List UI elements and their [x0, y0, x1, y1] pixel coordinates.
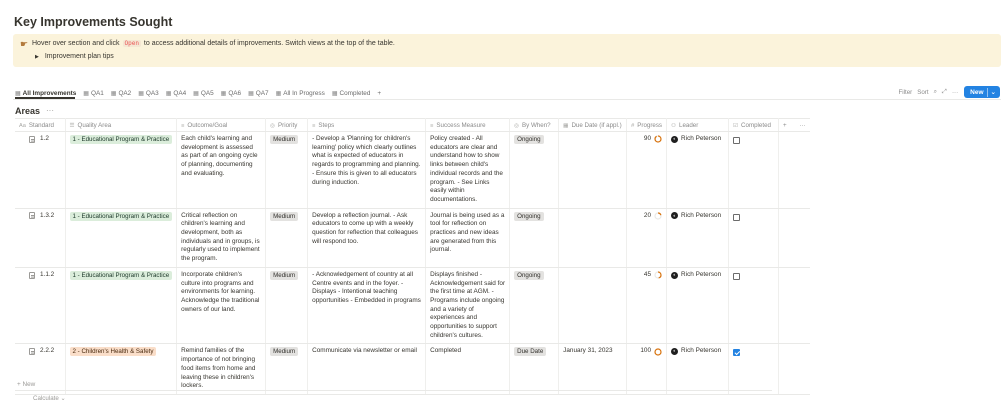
table-icon: ▦ [220, 90, 227, 97]
group-more-icon[interactable]: ··· [46, 106, 54, 115]
col-success[interactable]: ≡ Success Measure [426, 119, 510, 132]
tab-all-improvements[interactable]: ▦ All Improvements [15, 89, 77, 97]
progress-ring-icon [654, 348, 662, 356]
quality-area-cell[interactable] [65, 267, 177, 344]
lines-icon: ≡ [312, 122, 316, 129]
table-icon: ▦ [275, 90, 282, 97]
table-header-row [15, 119, 810, 132]
progress-cell[interactable]: 20 [627, 208, 667, 267]
progress-cell[interactable]: 90 [627, 132, 667, 209]
by-when-cell[interactable] [510, 208, 559, 267]
col-standard[interactable]: Aa Standard [15, 119, 65, 132]
progress-ring-icon [654, 212, 662, 220]
outcome-cell[interactable]: Remind families of the importance of not bringing food items from home and leaving these in children's lockers. [177, 344, 266, 395]
number-icon: # [631, 122, 635, 129]
search-icon[interactable]: ⌕ [933, 88, 938, 95]
priority-cell[interactable] [266, 208, 308, 267]
table-icon: ▦ [248, 90, 254, 97]
by-when-tag: Ongoing [514, 212, 543, 221]
leader-cell[interactable]: ◐ Rich Peterson [667, 132, 729, 209]
progress-cell[interactable]: 45 [627, 267, 667, 344]
table-row[interactable] [15, 344, 810, 395]
outcome-cell[interactable]: Incorporate children's culture into programs and environments for learning. Acknowledge the traditional owners of our land. [177, 267, 266, 344]
quality-area-tag: 1 - Educational Program & Practice [70, 135, 173, 144]
status-icon: ◎ [270, 122, 276, 129]
column-more-icon[interactable]: ··· [796, 119, 810, 132]
lines-icon: ≡ [181, 122, 185, 129]
standard-cell[interactable]: 1.1.2 [15, 267, 65, 344]
empty-cell [796, 208, 810, 267]
people-icon: ⚇ [671, 122, 677, 129]
completed-cell[interactable] [729, 208, 779, 267]
leader-cell[interactable]: ◐ Rich Peterson [667, 267, 729, 344]
priority-tag: Medium [270, 212, 298, 221]
filter-button[interactable]: Filter [898, 88, 913, 96]
completed-checkbox[interactable] [733, 214, 740, 221]
page-icon [29, 212, 35, 219]
leader-cell[interactable]: ◐ Rich Peterson [667, 208, 729, 267]
page-icon [29, 136, 35, 143]
tab-qa7[interactable]: ▦ QA7 [248, 89, 269, 97]
chevron-down-icon[interactable]: ⌄ [990, 89, 996, 96]
outcome-cell[interactable]: Critical reflection on children's learning and development, both as individuals and in groups, is regularly used to implement the program. [177, 208, 266, 267]
col-progress[interactable]: # Progress [627, 119, 667, 132]
success-cell[interactable]: Displays finished - Acknowledgement said for the first time at AGM. - Programs include ongoing and a variety of experiences and opportunities to support children's cultures. [426, 267, 510, 344]
by-when-tag: Ongoing [514, 135, 543, 144]
quality-area-tag: 1 - Educational Program & Practice [70, 212, 173, 221]
priority-cell[interactable] [266, 344, 308, 395]
progress-cell[interactable]: 100 [627, 344, 667, 395]
by-when-cell[interactable] [510, 344, 559, 395]
empty-cell [779, 267, 796, 344]
chevron-down-icon: ⌄ [60, 395, 66, 402]
standard-cell[interactable]: 1.2 [15, 132, 65, 209]
sort-button[interactable]: Sort [917, 88, 929, 96]
standard-cell[interactable]: 2.2.2 [15, 344, 65, 395]
new-button[interactable]: New ⌄ [964, 86, 1000, 98]
success-cell[interactable]: Journal is being used as a tool for reflection on practices and new ideas are generated from this journal. [426, 208, 510, 267]
more-icon[interactable]: ··· [951, 88, 959, 96]
tab-qa5[interactable]: ▦ QA5 [193, 89, 214, 97]
completed-checkbox[interactable] [733, 273, 740, 280]
steps-cell[interactable]: - Develop a 'Planning for children's learning' policy which clearly outlines what is expected of educators in regards to programming and planning. - Ensure this is given to all educators during induction. [308, 132, 426, 209]
due-date-cell[interactable] [559, 267, 627, 344]
completed-checkbox[interactable] [733, 349, 740, 356]
calendar-icon: ▦ [563, 122, 569, 129]
quality-area-tag: 1 - Educational Program & Practice [70, 271, 173, 280]
by-when-cell[interactable] [510, 267, 559, 344]
empty-cell [796, 344, 810, 395]
empty-cell [779, 132, 796, 209]
calculate-button[interactable]: Calculate ⌄ [33, 395, 66, 402]
avatar: ◐ [671, 348, 678, 355]
quality-area-tag: 2 - Children's Health & Safety [70, 347, 157, 356]
tab-qa3[interactable]: ▦ QA3 [138, 89, 159, 97]
pointing-hand-icon: ☛ [20, 39, 29, 49]
avatar: ◐ [671, 212, 678, 219]
callout [13, 34, 1001, 67]
priority-tag: Medium [270, 347, 298, 356]
table-icon: ▦ [165, 90, 172, 97]
completed-cell[interactable] [729, 267, 779, 344]
page-icon [29, 348, 35, 355]
col-priority[interactable]: ◎ Priority [266, 119, 308, 132]
col-by-when[interactable]: ◎ By When? [510, 119, 559, 132]
progress-ring-icon [654, 135, 662, 143]
tab-completed[interactable]: ▦ Completed [331, 89, 371, 97]
expand-icon[interactable]: ⤢ [942, 88, 947, 95]
table-icon: ▦ [138, 90, 144, 97]
col-steps[interactable]: ≡ Steps [308, 119, 426, 132]
tab-all-in-progress[interactable]: ▦ All In Progress [275, 89, 325, 97]
table-icon: ▦ [193, 90, 199, 97]
quality-area-cell[interactable] [65, 132, 177, 209]
empty-cell [779, 344, 796, 395]
priority-cell[interactable] [266, 267, 308, 344]
steps-cell[interactable]: Communicate via newsletter or email [308, 344, 426, 395]
table-icon: ▦ [110, 90, 117, 97]
empty-cell [779, 208, 796, 267]
table-bottom-line [15, 390, 772, 391]
open-code-pill: Open [124, 40, 139, 47]
table-row[interactable] [15, 267, 810, 344]
tab-qa1[interactable]: ▦ QA1 [83, 89, 104, 97]
empty-cell [796, 267, 810, 344]
table-icon: ▦ [83, 90, 89, 97]
success-cell[interactable]: Completed [426, 344, 510, 395]
completed-cell[interactable] [729, 132, 779, 209]
avatar: ◐ [671, 272, 678, 279]
standard-cell[interactable]: 1.3.2 [15, 208, 65, 267]
text-icon: Aa [19, 122, 26, 129]
due-date-cell[interactable] [559, 208, 627, 267]
table-row[interactable] [15, 132, 810, 209]
improvements-table [15, 118, 810, 395]
avatar: ◐ [671, 136, 678, 143]
add-view-button[interactable]: + [377, 89, 382, 97]
tabs-divider [13, 99, 1001, 100]
col-leader[interactable]: ⚇ Leader [667, 119, 729, 132]
add-row-button[interactable]: + New [17, 381, 36, 388]
lines-icon: ≡ [430, 122, 434, 129]
quality-area-cell[interactable] [65, 208, 177, 267]
table-row[interactable] [15, 208, 810, 267]
empty-cell [796, 132, 810, 209]
group-title: Areas [15, 106, 41, 116]
col-completed[interactable]: ☑ Completed [729, 119, 779, 132]
callout-text: Hover over section and click Open to access additional details of improvements. Switch views at the top of the table. [32, 40, 395, 47]
due-date-cell[interactable] [559, 132, 627, 209]
by-when-cell[interactable] [510, 132, 559, 209]
quality-area-cell[interactable] [65, 344, 177, 395]
completed-checkbox[interactable] [733, 137, 740, 144]
priority-cell[interactable] [266, 132, 308, 209]
steps-cell[interactable]: Develop a reflection journal. - Ask educators to come up with a weekly question for reflection that colleagues will respond too. [308, 208, 426, 267]
toolbar [893, 86, 1000, 98]
due-date-cell[interactable]: January 31, 2023 [559, 344, 627, 395]
add-column-button[interactable]: + [779, 119, 796, 132]
progress-ring-icon [654, 271, 662, 279]
tab-qa2[interactable]: ▦ QA2 [110, 89, 132, 97]
priority-tag: Medium [270, 135, 298, 144]
by-when-tag: Due Date [514, 347, 546, 356]
checkbox-icon: ☑ [733, 122, 739, 129]
priority-tag: Medium [270, 271, 298, 280]
table-icon: ▦ [331, 90, 338, 97]
improvement-tips-toggle[interactable]: ▶ Improvement plan tips [35, 53, 114, 60]
by-when-tag: Ongoing [514, 271, 543, 280]
status-icon: ◎ [514, 122, 520, 129]
success-cell[interactable]: Policy created - All educators are clear and understand how to show links between child's individual records and the program. - See Links easily within documentations. [426, 132, 510, 209]
completed-cell[interactable] [729, 344, 779, 395]
outcome-cell[interactable]: Each child's learning and development is assessed as part of an ongoing cycle of planning, documenting and evaluating. [177, 132, 266, 209]
table-icon: ▦ [15, 90, 21, 97]
page-icon [29, 272, 35, 279]
tab-qa4[interactable]: ▦ QA4 [165, 89, 187, 97]
list-icon: ☰ [69, 122, 75, 129]
tab-qa6[interactable]: ▦ QA6 [220, 89, 242, 97]
leader-cell[interactable]: ◐ Rich Peterson [667, 344, 729, 395]
col-due-date[interactable]: ▦ Due Date (if appl.) [559, 119, 627, 132]
triangle-right-icon[interactable]: ▶ [35, 54, 39, 60]
col-outcome[interactable]: ≡ Outcome/Goal [177, 119, 266, 132]
page-title: Key Improvements Sought [14, 15, 173, 29]
steps-cell[interactable]: - Acknowledgement of country at all Centre events and in the foyer. - Displays - Intentional teaching opportunities - Embedded in programs [308, 267, 426, 344]
col-quality-area[interactable]: ☰ Quality Area [65, 119, 177, 132]
